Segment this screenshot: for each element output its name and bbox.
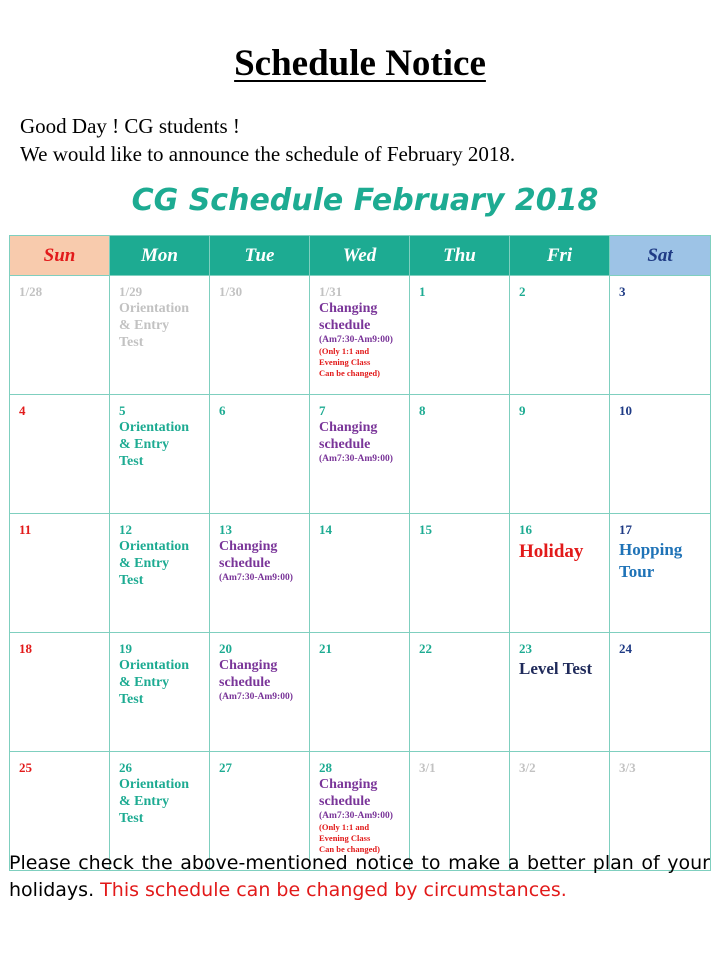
date-number: 3/3 — [619, 760, 636, 775]
date-number: 1 — [419, 284, 426, 299]
event-changing-schedule: schedule — [319, 437, 371, 452]
day-cell — [310, 395, 410, 514]
event-hopping-tour: Hopping — [619, 540, 683, 559]
day-header-mon: Mon — [110, 236, 210, 276]
event-changing-schedule: Changing — [219, 539, 278, 554]
event-hopping-tour: Tour — [619, 562, 655, 581]
day-cell — [210, 395, 310, 514]
event-changing-schedule: Changing — [319, 420, 378, 435]
calendar-table — [9, 235, 711, 871]
date-number: 22 — [419, 641, 432, 656]
event-changing-schedule: Changing — [319, 777, 378, 792]
day-cell — [610, 395, 711, 514]
calendar-week-2 — [10, 395, 711, 514]
day-cell — [110, 276, 210, 395]
date-number: 7 — [319, 403, 326, 418]
day-cell — [310, 276, 410, 395]
day-header-fri: Fri — [510, 236, 610, 276]
event-note: (Only 1:1 and — [319, 822, 370, 832]
footer-notice — [9, 850, 710, 904]
event-holiday: Holiday — [519, 541, 584, 562]
date-number: 27 — [219, 760, 232, 775]
day-cell — [410, 633, 510, 752]
event-changing-schedule: schedule — [319, 794, 371, 809]
event-orientation: Test — [119, 811, 144, 826]
event-time: (Am7:30-Am9:00) — [219, 692, 293, 702]
date-number: 13 — [219, 522, 232, 537]
date-number: 17 — [619, 522, 632, 537]
date-number: 12 — [119, 522, 132, 537]
day-cell — [610, 276, 711, 395]
calendar-week-3 — [10, 514, 711, 633]
day-cell — [410, 514, 510, 633]
day-cell — [210, 276, 310, 395]
day-cell — [510, 514, 610, 633]
date-number: 28 — [319, 760, 332, 775]
event-note: Can be changed) — [319, 844, 380, 854]
date-number: 15 — [419, 522, 432, 537]
date-number: 8 — [419, 403, 426, 418]
day-cell — [510, 633, 610, 752]
footer-warning: This schedule can be changed by circumstances. — [100, 879, 567, 901]
day-cell — [510, 276, 610, 395]
event-orientation: & Entry — [119, 318, 170, 333]
announcement: We would like to announce the schedule of February 2018. — [20, 142, 516, 166]
date-number: 3/1 — [419, 760, 436, 775]
day-cell — [10, 633, 110, 752]
event-orientation: & Entry — [119, 675, 170, 690]
day-cell — [110, 514, 210, 633]
event-note: Can be changed) — [319, 368, 380, 378]
day-cell — [410, 395, 510, 514]
day-cell — [610, 514, 711, 633]
greeting: Good Day ! CG students ! — [20, 114, 240, 138]
date-number: 9 — [519, 403, 526, 418]
event-changing-schedule: schedule — [219, 556, 271, 571]
event-orientation: Orientation — [119, 658, 189, 673]
date-number: 2 — [519, 284, 526, 299]
day-header-thu: Thu — [410, 236, 510, 276]
date-number: 5 — [119, 403, 126, 418]
event-note: Evening Class — [319, 833, 371, 843]
date-number: 1/30 — [219, 284, 243, 299]
calendar-header-row — [10, 236, 711, 276]
day-cell — [10, 514, 110, 633]
date-number: 6 — [219, 403, 226, 418]
date-number: 20 — [219, 641, 232, 656]
day-cell — [10, 276, 110, 395]
calendar-title: CG Schedule February 2018 — [131, 183, 599, 218]
event-time: (Am7:30-Am9:00) — [319, 454, 393, 464]
date-number: 19 — [119, 641, 132, 656]
date-number: 25 — [19, 760, 32, 775]
date-number: 3 — [619, 284, 626, 299]
day-header-wed: Wed — [310, 236, 410, 276]
day-header-tue: Tue — [210, 236, 310, 276]
day-cell — [210, 633, 310, 752]
date-number: 10 — [619, 403, 632, 418]
date-number: 3/2 — [519, 760, 536, 775]
day-cell — [110, 395, 210, 514]
date-number: 1/31 — [319, 284, 343, 299]
date-number: 24 — [619, 641, 632, 656]
date-number: 26 — [119, 760, 132, 775]
event-time: (Am7:30-Am9:00) — [219, 573, 293, 583]
event-orientation: Orientation — [119, 777, 189, 792]
day-cell — [310, 633, 410, 752]
date-number: 16 — [519, 522, 532, 537]
event-time: (Am7:30-Am9:00) — [319, 811, 393, 821]
date-number: 21 — [319, 641, 332, 656]
day-header-sat: Sat — [610, 236, 711, 276]
day-cell — [10, 395, 110, 514]
event-changing-schedule: schedule — [219, 675, 271, 690]
intro-text — [20, 112, 515, 168]
date-number: 18 — [19, 641, 32, 656]
date-number: 11 — [19, 522, 32, 537]
event-orientation: Orientation — [119, 420, 189, 435]
event-orientation: Test — [119, 573, 144, 588]
calendar-week-1 — [10, 276, 711, 395]
day-cell — [110, 633, 210, 752]
event-note: (Only 1:1 and — [319, 346, 370, 356]
date-number: 23 — [519, 641, 532, 656]
event-orientation: & Entry — [119, 437, 170, 452]
event-orientation: Test — [119, 692, 144, 707]
day-cell — [310, 514, 410, 633]
event-note: Evening Class — [319, 357, 371, 367]
day-cell — [210, 514, 310, 633]
event-changing-schedule: Changing — [319, 301, 378, 316]
event-orientation: & Entry — [119, 556, 170, 571]
date-number: 1/29 — [119, 284, 143, 299]
page-title: Schedule Notice — [234, 43, 486, 84]
date-number: 4 — [19, 403, 26, 418]
calendar-week-4 — [10, 633, 711, 752]
event-orientation: Orientation — [119, 301, 189, 316]
date-number: 1/28 — [19, 284, 43, 299]
event-changing-schedule: schedule — [319, 318, 371, 333]
event-orientation: Test — [119, 454, 144, 469]
event-orientation: Test — [119, 335, 144, 350]
event-changing-schedule: Changing — [219, 658, 278, 673]
event-orientation: & Entry — [119, 794, 170, 809]
event-time: (Am7:30-Am9:00) — [319, 335, 393, 345]
footer-text: Please check the above-mentioned notice to make a better plan of your holidays. — [9, 852, 710, 901]
event-level-test: Level Test — [519, 659, 593, 678]
day-cell — [410, 276, 510, 395]
day-cell — [510, 395, 610, 514]
day-header-sun: Sun — [10, 236, 110, 276]
date-number: 14 — [319, 522, 332, 537]
event-orientation: Orientation — [119, 539, 189, 554]
day-cell — [610, 633, 711, 752]
